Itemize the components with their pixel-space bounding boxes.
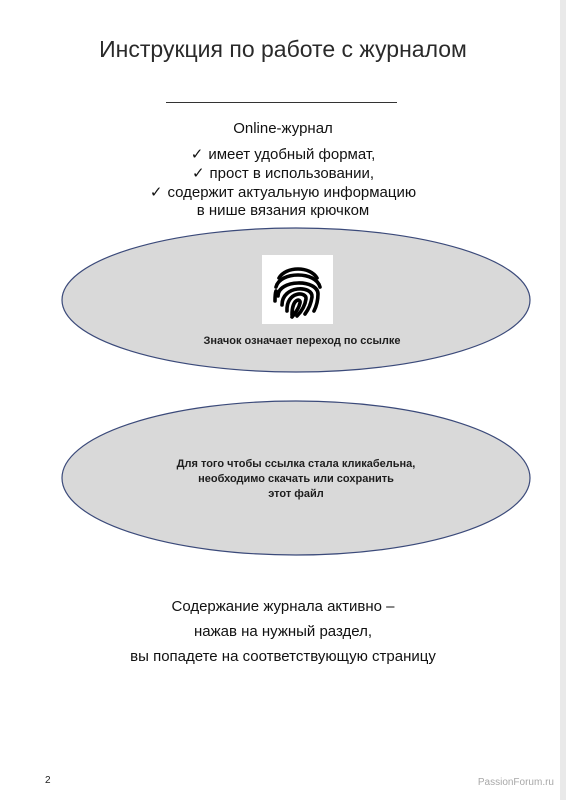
feature-item: ✓ содержит актуальную информацию — [149, 184, 417, 201]
watermark: PassionForum.ru — [477, 777, 554, 788]
download-instruction: Для того чтобы ссылка стала кликабельна, необходимо скачать или сохранить этот файл — [176, 458, 416, 500]
journal-subtitle: Online-журнал — [233, 120, 333, 137]
page-number: 2 — [45, 775, 51, 786]
check-icon: ✓ — [149, 184, 163, 201]
fingerprint-link-icon-box[interactable] — [262, 255, 333, 324]
feature-item: ✓ имеет удобный формат, — [190, 146, 376, 163]
page-title: Инструкция по работе с журналом — [99, 36, 467, 62]
check-icon: ✓ — [191, 165, 205, 182]
fingerprint-icon — [270, 261, 326, 319]
feature-item: ✓ прост в использовании, — [191, 165, 375, 182]
link-icon-caption: Значок означает переход по ссылке — [203, 335, 401, 347]
contents-note: Содержание журнала активно – нажав на нужный раздел, вы попадете на соответствующую страницу — [130, 598, 436, 665]
niche-line: в нише вязания крючком — [196, 202, 370, 219]
check-icon: ✓ — [190, 146, 204, 163]
